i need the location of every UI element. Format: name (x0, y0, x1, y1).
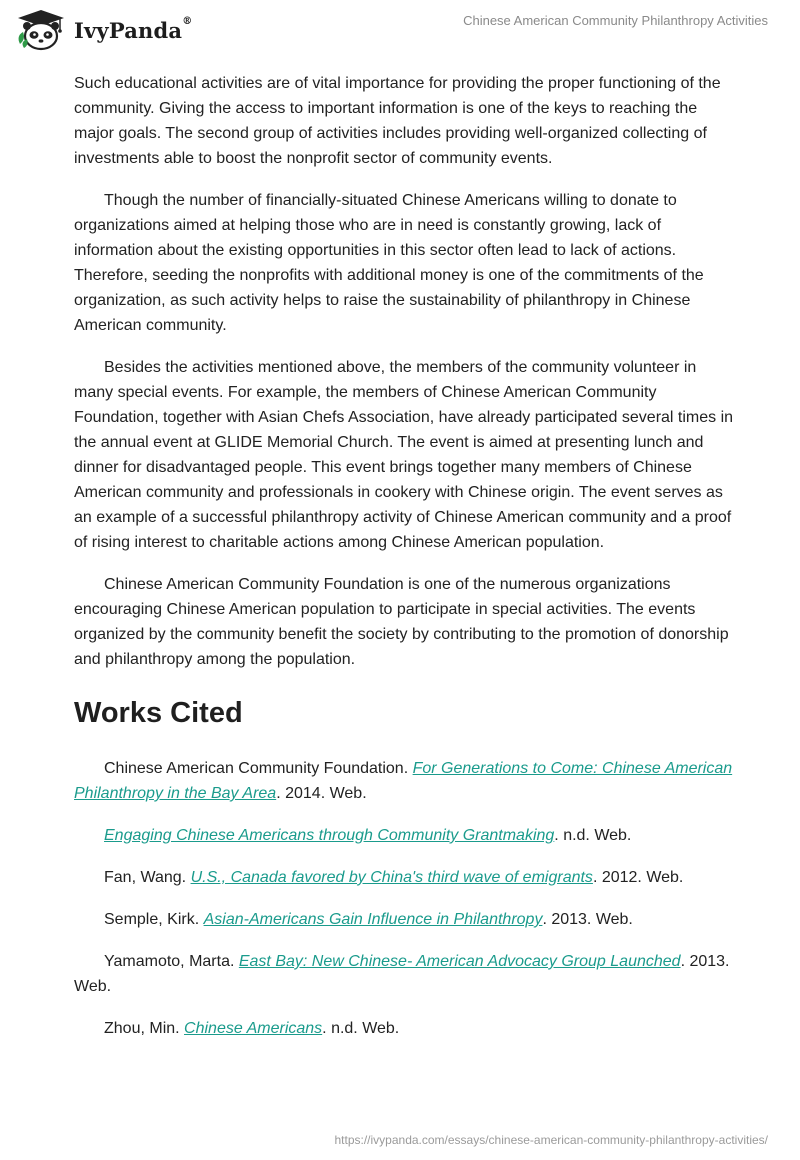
page-header (0, 0, 800, 66)
logo-wordmark: IvyPanda® (74, 15, 193, 43)
citation-link[interactable]: Chinese Americans (184, 1020, 323, 1037)
paragraph: Besides the activities mentioned above, the members of the community volunteer in many special events. For example, the members of Chinese American Community Foundation, together with Asian Chefs Association, have already participated several times in the annual event at GLIDE Memorial Church. The event is aimed at presenting lunch and dinner for disadvantaged people. This event brings together many members of Chinese American community and professionals in cookery with Chinese origin. The event serves as an example of a successful philanthropy activity of Chinese American community and a proof of rising interest to charitable actions among Chinese American population. (74, 359, 734, 551)
source-url[interactable]: https://ivypanda.com/essays/chinese-american-community-philanthropy-activities/ (334, 1133, 768, 1147)
paragraph: Though the number of financially-situated Chinese Americans willing to donate to organizations aimed at helping those who are in need is constantly growing, lack of information about the existing opportunities in this sector often lead to lack of actions. Therefore, seeding the nonprofits with additional money is one of the commitments of the organization, as such activity helps to raise the sustainability of philanthropy in Chinese American community. (74, 192, 704, 334)
citation-link[interactable]: U.S., Canada favored by China's third wave of emigrants (190, 869, 593, 886)
citation-link[interactable]: For Generations to Come: Chinese American Philanthropy in the Bay Area (74, 760, 733, 802)
panda-mascot-icon (14, 8, 68, 52)
citation-item: Yamamoto, Marta. East Bay: New Chinese- American Advocacy Group Launched. 2013. Web. (74, 953, 730, 995)
paragraph: Such educational activities are of vital importance for providing the proper functioning of the community. Giving the access to important information is one of the keys to reaching the major goals. The second group of activities includes providing well-organized collecting of investments able to boost the nonprofit sector of community events. (74, 75, 721, 167)
essay-body (74, 71, 734, 1058)
citation-item: Zhou, Min. Chinese Americans. n.d. Web. (104, 1020, 400, 1037)
document-title: Chinese American Community Philanthropy Activities (463, 13, 768, 28)
works-cited-heading: Works Cited (74, 697, 243, 729)
citation-link[interactable]: East Bay: New Chinese- American Advocacy Group Launched (238, 953, 681, 970)
citation-item: Chinese American Community Foundation. For Generations to Come: Chinese American Philanthropy in the Bay Area. 2014. Web. (74, 760, 733, 802)
citation-link[interactable]: Engaging Chinese Americans through Community Grantmaking (104, 827, 555, 844)
paragraph: Chinese American Community Foundation is one of the numerous organizations encouraging Chinese American population to participate in special activities. The events organized by the community benefit the society by contributing to the promotion of donorship and philanthropy among the population. (74, 576, 729, 668)
citation-item: Semple, Kirk. Asian-Americans Gain Influence in Philanthropy. 2013. Web. (104, 911, 633, 928)
citation-item: Fan, Wang. U.S., Canada favored by China's third wave of emigrants. 2012. Web. (104, 869, 684, 886)
ivypanda-logo[interactable] (14, 8, 192, 52)
citation-link[interactable]: Asian-Americans Gain Influence in Philanthropy (203, 911, 543, 928)
citation-item: Engaging Chinese Americans through Community Grantmaking. n.d. Web. (104, 827, 632, 844)
